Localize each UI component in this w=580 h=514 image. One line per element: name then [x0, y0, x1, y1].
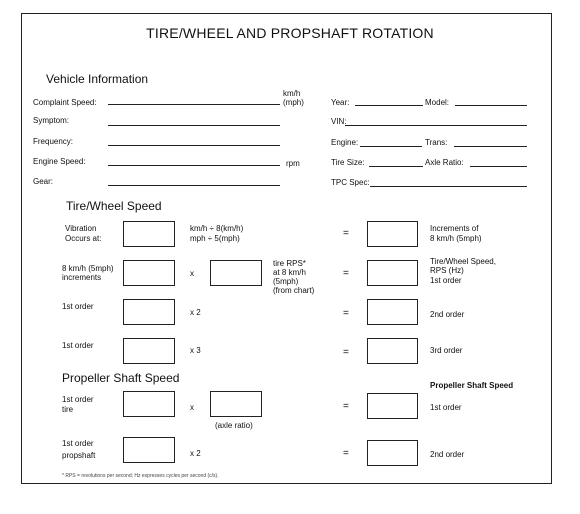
tire-rps-label-2: at 8 km/h	[273, 268, 306, 277]
times-two: x 2	[190, 308, 201, 317]
result-increments-2: 8 km/h (5mph)	[430, 234, 482, 243]
tpc-spec-label: TPC Spec:	[331, 178, 370, 187]
third-order-label: 3rd order	[430, 346, 463, 355]
first-order-label: 1st order	[62, 341, 94, 350]
propshaft-heading-right: Propeller Shaft Speed	[430, 381, 514, 390]
engine-field[interactable]	[360, 146, 422, 147]
propshaft-first-order-label: 1st order	[430, 403, 462, 412]
tire-rps-box[interactable]	[210, 260, 262, 286]
trans-field[interactable]	[454, 146, 527, 147]
increments-box[interactable]	[123, 260, 175, 286]
vehicle-info-heading: Vehicle Information	[46, 72, 149, 86]
speed-units-bottom: (mph)	[283, 98, 304, 107]
propshaft-second-order-box[interactable]	[367, 440, 418, 466]
speed-units-top: km/h	[283, 89, 301, 98]
axle-ratio-label: Axle Ratio:	[425, 158, 464, 167]
engine-speed-field[interactable]	[108, 165, 280, 166]
equals-sign: =	[343, 268, 349, 279]
axle-ratio-field[interactable]	[470, 166, 527, 167]
frequency-field[interactable]	[108, 145, 280, 146]
tire-rps-label-1: tire RPS*	[273, 259, 306, 268]
tpc-spec-field[interactable]	[370, 186, 527, 187]
axle-ratio-box[interactable]	[210, 391, 262, 417]
equals-sign: =	[343, 448, 349, 459]
times-sign: x	[190, 403, 194, 412]
result-rps-1: Tire/Wheel Speed,	[430, 257, 496, 266]
tire-wheel-heading: Tire/Wheel Speed	[66, 199, 162, 213]
first-order-prop-label-1: 1st order	[62, 439, 94, 448]
frequency-label: Frequency:	[33, 137, 74, 146]
complaint-speed-label: Complaint Speed:	[33, 98, 97, 107]
equals-sign: =	[343, 401, 349, 412]
tire-size-field[interactable]	[369, 166, 423, 167]
equals-sign: =	[343, 347, 349, 358]
first-order-tire-label-1: 1st order	[62, 395, 94, 404]
tire-rps-label-4: (from chart)	[273, 286, 315, 295]
complaint-speed-field[interactable]	[108, 104, 280, 105]
tire-wheel-rps-box[interactable]	[367, 260, 418, 286]
first-order-box-2x[interactable]	[123, 299, 175, 325]
first-order-tire-label-2: tire	[62, 405, 74, 414]
equals-sign: =	[343, 308, 349, 319]
year-label: Year:	[331, 98, 350, 107]
engine-speed-label: Engine Speed:	[33, 157, 86, 166]
tire-size-label: Tire Size:	[331, 158, 365, 167]
first-order-label: 1st order	[62, 302, 94, 311]
vibration-speed-box[interactable]	[123, 221, 175, 247]
result-rps-3: 1st order	[430, 276, 462, 285]
vin-field[interactable]	[345, 125, 527, 126]
third-order-box[interactable]	[367, 338, 418, 364]
first-order-prop-box[interactable]	[123, 437, 175, 463]
symptom-label: Symptom:	[33, 116, 70, 125]
vibration-label-2: Occurs at:	[65, 234, 102, 243]
propshaft-second-order-label: 2nd order	[430, 450, 465, 459]
increments-result-box[interactable]	[367, 221, 418, 247]
rpm-unit: rpm	[286, 159, 300, 168]
year-field[interactable]	[355, 105, 423, 106]
result-rps-2: RPS (Hz)	[430, 266, 464, 275]
first-order-tire-box[interactable]	[123, 391, 175, 417]
vibration-label-1: Vibration	[65, 224, 97, 233]
second-order-box[interactable]	[367, 299, 418, 325]
model-field[interactable]	[455, 105, 527, 106]
axle-ratio-caption: (axle ratio)	[215, 421, 253, 430]
increments-label-1: 8 km/h (5mph)	[62, 264, 114, 273]
gear-field[interactable]	[108, 185, 280, 186]
conversion-mph: mph ÷ 5(mph)	[190, 234, 240, 243]
propshaft-first-order-box[interactable]	[367, 393, 418, 419]
conversion-kmh: km/h ÷ 8(km/h)	[190, 224, 244, 233]
footnote: * RPS = revolutions per second; Hz expresses cycles per second (c/s).	[62, 473, 219, 479]
form-title: TIRE/WHEEL AND PROPSHAFT ROTATION	[146, 25, 434, 41]
symptom-field[interactable]	[108, 125, 280, 126]
times-three: x 3	[190, 346, 201, 355]
first-order-prop-label-2: propshaft	[62, 451, 96, 460]
times-sign: x	[190, 269, 194, 278]
model-label: Model:	[425, 98, 450, 107]
trans-label: Trans:	[425, 138, 448, 147]
increments-label-2: increments	[62, 273, 102, 282]
times-two: x 2	[190, 449, 201, 458]
result-increments-1: Increments of	[430, 224, 479, 233]
engine-label: Engine:	[331, 138, 359, 147]
second-order-label: 2nd order	[430, 310, 465, 319]
gear-label: Gear:	[33, 177, 54, 186]
tire-rps-label-3: (5mph)	[273, 277, 299, 286]
equals-sign: =	[343, 228, 349, 239]
vin-label: VIN:	[331, 117, 347, 126]
first-order-box-3x[interactable]	[123, 338, 175, 364]
propshaft-heading: Propeller Shaft Speed	[62, 371, 180, 385]
